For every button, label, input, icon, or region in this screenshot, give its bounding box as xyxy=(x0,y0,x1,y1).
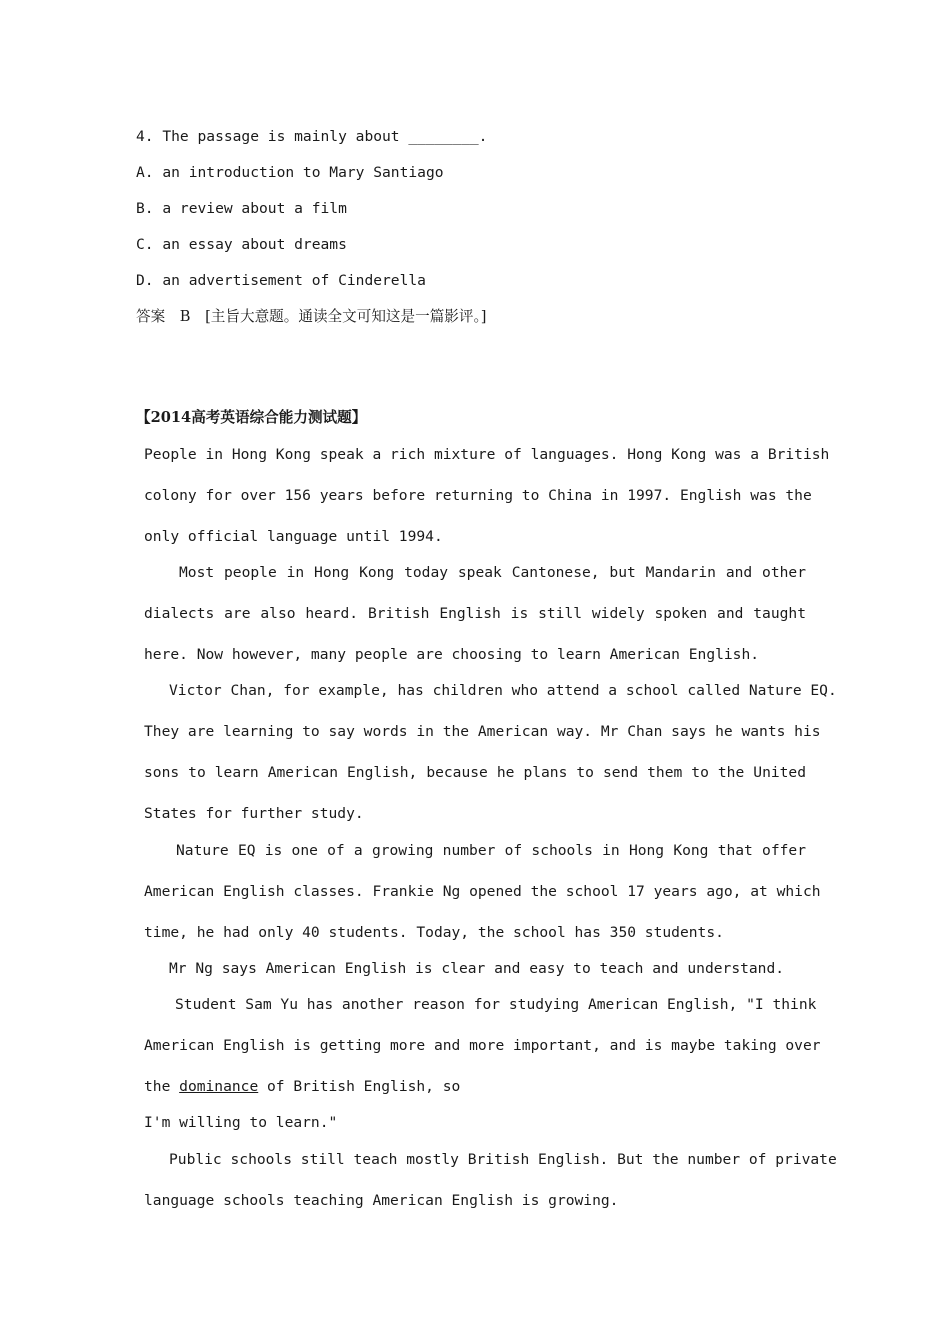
section-title: 【2014高考英语综合能力测试题】 xyxy=(136,409,367,426)
passage-line: sons to learn American English, because he plans to send them to the United xyxy=(144,764,806,781)
passage-line-dominance xyxy=(144,1077,460,1097)
passage-line: People in Hong Kong speak a rich mixture of languages. Hong Kong was a British xyxy=(144,446,830,463)
option-b: B. a review about a film xyxy=(136,200,347,217)
passage-line: Mr Ng says American English is clear and easy to teach and understand. xyxy=(169,960,785,977)
passage-line: Nature EQ is one of a growing number of schools in Hong Kong that offer xyxy=(176,842,806,859)
option-c: C. an essay about dreams xyxy=(136,236,347,253)
passage-line: here. Now however, many people are choosing to learn American English. xyxy=(144,646,760,663)
option-d: D. an advertisement of Cinderella xyxy=(136,272,426,289)
passage-line: Public schools still teach mostly British English. But the number of private xyxy=(169,1151,837,1168)
passage-line: American English is getting more and more important, and is maybe taking over xyxy=(144,1037,821,1054)
passage-line: They are learning to say words in the American way. Mr Chan says he wants his xyxy=(144,723,821,740)
text-fragment: of British English, so xyxy=(258,1078,461,1095)
passage-line: Most people in Hong Kong today speak Cantonese, but Mandarin and other xyxy=(179,564,806,581)
passage-line: Student Sam Yu has another reason for studying American English, "I think xyxy=(175,996,817,1013)
passage-line: American English classes. Frankie Ng opened the school 17 years ago, at which xyxy=(144,883,821,900)
passage-line: language schools teaching American English is growing. xyxy=(144,1192,619,1209)
question-stem: 4. The passage is mainly about ________. xyxy=(136,128,488,145)
passage-line: time, he had only 40 students. Today, the school has 350 students. xyxy=(144,924,724,941)
passage-line: dialects are also heard. British English is still widely spoken and taught xyxy=(144,605,806,622)
text-fragment: the xyxy=(144,1078,180,1095)
passage-line: I'm willing to learn." xyxy=(144,1114,338,1131)
answer-line: 答案 B [主旨大意题。通读全文可知这是一篇影评。] xyxy=(136,308,487,325)
passage-line: only official language until 1994. xyxy=(144,528,443,545)
passage-line: Victor Chan, for example, has children who attend a school called Nature EQ. xyxy=(169,682,837,699)
passage-line: States for further study. xyxy=(144,805,364,822)
underlined-word: dominance xyxy=(179,1078,259,1095)
passage-line: colony for over 156 years before returning to China in 1997. English was the xyxy=(144,487,812,504)
option-a: A. an introduction to Mary Santiago xyxy=(136,164,444,181)
